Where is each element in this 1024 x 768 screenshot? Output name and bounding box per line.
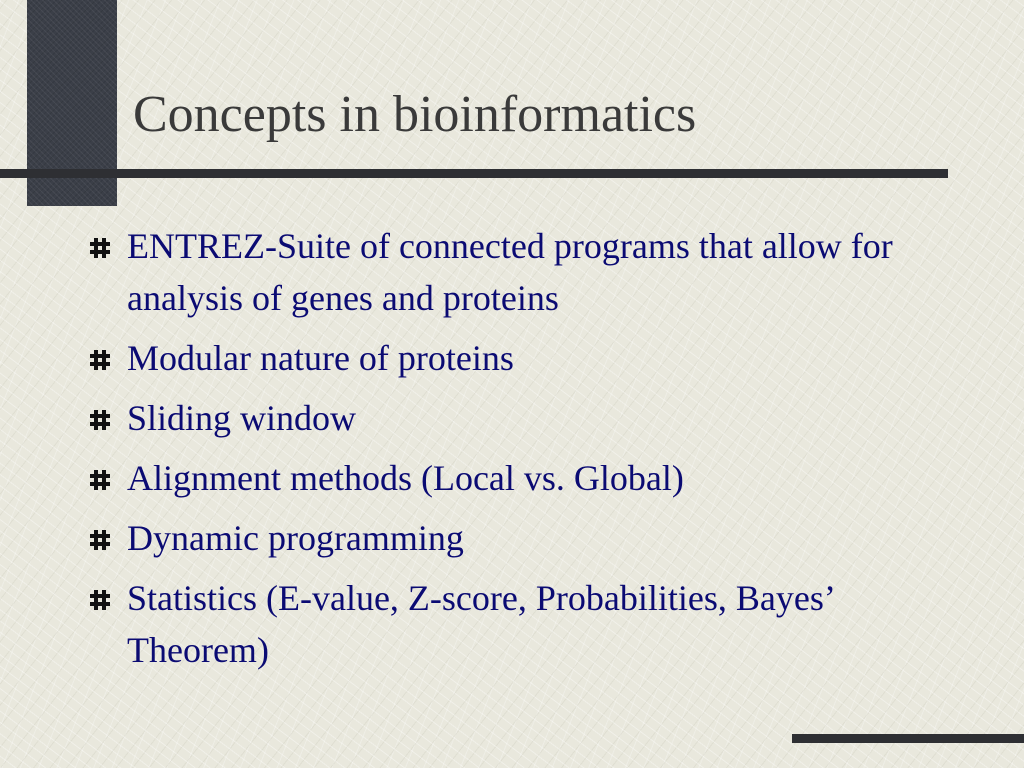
footer-divider — [792, 734, 1024, 743]
bullet-text: Sliding window — [127, 398, 357, 438]
hash-bullet-icon — [88, 468, 112, 492]
bullet-item — [88, 572, 948, 676]
bullet-text: Statistics (E-value, Z-score, Probabilities, Bayes’ Theorem) — [127, 578, 834, 670]
hash-bullet-icon — [88, 348, 112, 372]
bullet-item — [88, 512, 948, 564]
title-divider — [0, 169, 948, 178]
bullet-text: Dynamic programming — [127, 518, 464, 558]
hash-bullet-icon — [88, 528, 112, 552]
bullet-item — [88, 220, 948, 324]
hash-bullet-icon — [88, 408, 112, 432]
bullet-item — [88, 332, 948, 384]
bullet-list — [88, 220, 948, 684]
bullet-item — [88, 392, 948, 444]
bullet-text: Alignment methods (Local vs. Global) — [127, 458, 684, 498]
bullet-text: ENTREZ-Suite of connected programs that allow for analysis of genes and proteins — [127, 226, 893, 318]
bullet-text: Modular nature of proteins — [127, 338, 514, 378]
bullet-item — [88, 452, 948, 504]
hash-bullet-icon — [88, 236, 112, 260]
hash-bullet-icon — [88, 588, 112, 612]
slide-title: Concepts in bioinformatics — [133, 86, 697, 143]
